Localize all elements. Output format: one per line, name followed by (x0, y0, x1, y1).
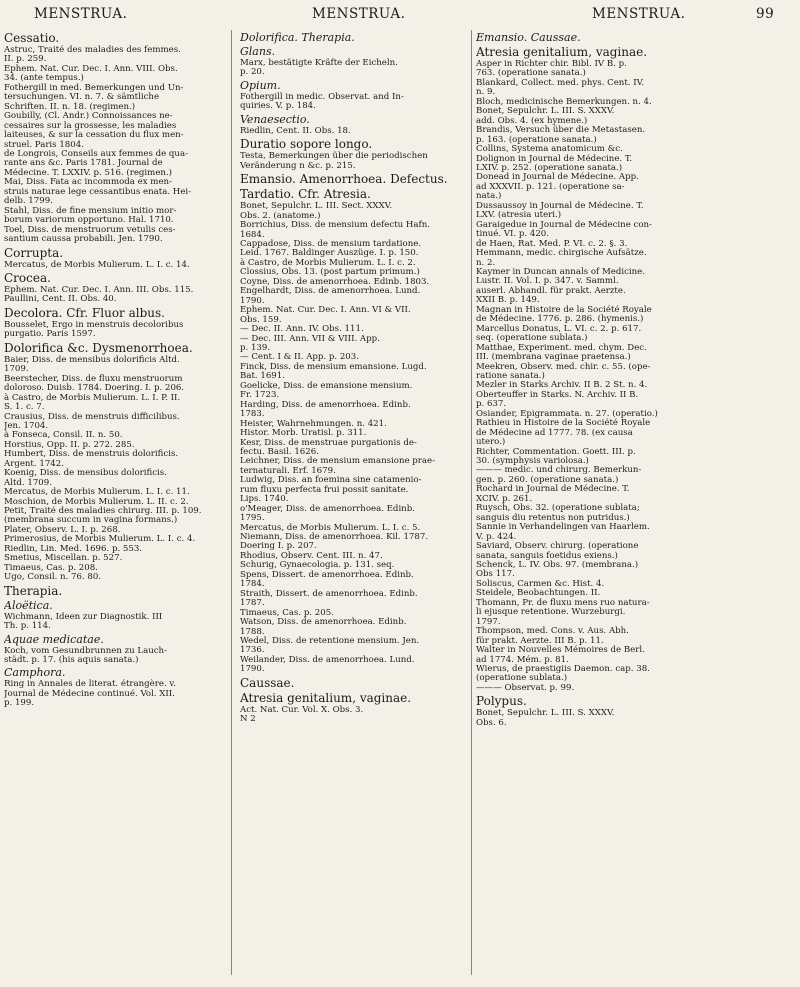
bibliography-line: tinué. VI. p. 420. (476, 229, 549, 240)
bibliography-line: Kesr, Diss. de menstruae purgationis de- (240, 437, 417, 448)
bibliography-line: Act. Nat. Cur. Vol. X. Obs. 3. (240, 704, 364, 715)
subsection-heading: Camphora. (4, 666, 66, 680)
bibliography-line: Rhodius, Observ. Cent. III. n. 47. (240, 550, 383, 561)
running-head (0, 6, 800, 30)
bibliography-line: Timaeus, Cas. p. 208. (4, 562, 98, 573)
bibliography-line: santium caussa probabili. Jen. 1790. (4, 234, 163, 245)
bibliography-line: Clossius, Obs. 13. (post partum primum.) (240, 267, 420, 278)
bibliography-line: Donead in Journal de Médecine. App. (476, 172, 639, 183)
bibliography-line: Riedlin, Lin. Med. 1696. p. 553. (4, 543, 143, 554)
section-heading: Caussae. (240, 675, 295, 690)
bibliography-line: Engelhardt, Diss. de amenorrhoea. Lund. (240, 286, 421, 297)
bibliography-line: laiteuses, & sur la cessation du flux men- (4, 130, 184, 141)
bibliography-line: Heister, Wahrnehmungen. n. 421. (240, 418, 387, 429)
bibliography-line: — Dec. III. Ann. VII & VIII. App. (240, 333, 380, 344)
bibliography-line: à Castro, de Morbis Mulierum. L. I. P. II. (4, 392, 181, 403)
bibliography-line: LXIV. p. 252. (operatione sanata.) (476, 162, 623, 173)
bibliography-line: gen. p. 260. (operatione sanata.) (476, 474, 619, 485)
column-right (476, 30, 788, 980)
bibliography-line: Osiander, Epigrammata. n. 27. (operatio.) (476, 408, 658, 419)
bibliography-line: utero.) (476, 437, 506, 448)
bibliography-line: p. 199. (4, 698, 35, 709)
page-number: 99 (756, 6, 775, 22)
column-divider (471, 30, 472, 975)
bibliography-line: Schenck, L. IV. Obs. 97. (membrana.) (476, 560, 639, 571)
subsection-heading: Venaesectio. (240, 112, 310, 126)
bibliography-line: Wedel, Diss. de retentione mensium. Jen. (240, 636, 420, 647)
bibliography-line: struis naturae lege cessantibus enata. Hei- (4, 186, 192, 197)
bibliography-line: Testa, Bemerkungen über die periodischen (240, 151, 428, 162)
bibliography-line: XCIV. p. 261. (476, 493, 533, 504)
column-middle (240, 30, 468, 980)
bibliography-line: ad 1774. Mém. p. 81. (476, 654, 569, 665)
bibliography-line: nata.) (476, 191, 502, 202)
bibliography-line: Mezler in Starks Archiv. II B. 2 St. n. 4. (476, 380, 648, 391)
bibliography-line: delb. 1799. (4, 196, 53, 207)
bibliography-line: Th. p. 114. (4, 621, 51, 632)
bibliography-line: — Cent. I & II. App. p. 203. (240, 352, 359, 363)
bibliography-line: Astruc, Traité des maladies des femmes. (4, 45, 181, 55)
bibliography-line: borum variorum opportuno. Hal. 1710. (4, 215, 174, 226)
bibliography-line: Stahl, Diss. de fine mensium initio mor- (4, 205, 177, 216)
bibliography-line: sanguis diu retentus non putridus.) (476, 512, 630, 523)
bibliography-line: Marx, bestätigte Kräfte der Eicheln. (240, 58, 398, 68)
bibliography-line: Meekren, Observ. med. chir. c. 55. (ope- (476, 361, 651, 372)
bibliography-line: ad XXXVII. p. 121. (operatione sa- (476, 181, 625, 192)
running-head-middle: MENSTRUA. (312, 6, 406, 22)
bibliography-line: Hemmann, medic. chirgische Aufsätze. (476, 248, 647, 259)
bibliography-line: à Castro, de Morbis Mulierum. L. I. c. 2. (240, 257, 416, 268)
bibliography-line: seq. (operatione sublata.) (476, 333, 588, 344)
section-heading: Atresia genitalium, vaginae. (476, 45, 648, 59)
bibliography-line: Obs 117. (476, 569, 515, 580)
bibliography-line: Ephem. Nat. Cur. Dec. I. Ann. III. Obs. 115. (4, 284, 194, 295)
bibliography-line: Magnan in Histoire de la Société Royale (476, 304, 652, 315)
bibliography-line: o'Meager, Diss. de amenorrhoea. Edinb. (240, 503, 415, 514)
bibliography-line: 1709. (4, 364, 29, 375)
bibliography-line: städt. p. 17. (his aquis sanata.) (4, 655, 139, 666)
bibliography-line: Ugo, Consil. n. 76. 80. (4, 572, 102, 583)
bibliography-line: III. (membrana vaginae praetensa.) (476, 352, 631, 363)
section-heading: Emansio. Amenorrhoea. Defectus. (240, 172, 448, 187)
bibliography-line: p. 637. (476, 399, 507, 410)
bibliography-line: 1790. (240, 295, 265, 306)
bibliography-line: 1784. (240, 579, 265, 590)
bibliography-line: Humbert, Diss. de menstruis dolorificis. (4, 449, 179, 460)
bibliography-line: 1795. (240, 513, 265, 524)
bibliography-line: de Longrois, Conseils aux femmes de qua- (4, 148, 188, 159)
bibliography-line: Lustr. II. Vol. I. p. 347. v. Samml. (476, 276, 619, 287)
column-left (4, 30, 226, 980)
bibliography-line: n. 2. (476, 257, 496, 268)
bibliography-line: Wichmann, Ideen zur Diagnostik. III (4, 611, 163, 622)
bibliography-line: rante ans &c. Paris 1781. Journal de (4, 158, 163, 169)
bibliography-line: Obs. 2. (anatome.) (240, 210, 321, 221)
bibliography-line: purgatio. Paris 1597. (4, 329, 96, 340)
bibliography-line: Walter in Nouvelles Mémoires de Berl. (476, 645, 645, 656)
bibliography-line: LXV. (atresia uteri.) (476, 210, 562, 221)
subsection-heading: Glans. (240, 45, 276, 58)
bibliography-line: ——— Observat. p. 99. (476, 682, 575, 693)
bibliography-line: Mercatus, de Morbis Mulierum. L. I. c. 14. (4, 259, 190, 270)
bibliography-line: 1783. (240, 409, 265, 420)
bibliography-line: 30. (symphysis variolosa.) (476, 456, 589, 467)
bibliography-line: à Fonseca, Consil. II. n. 50. (4, 430, 123, 441)
bibliography-line: II. p. 259. (4, 54, 47, 65)
bibliography-line: Smetius, Miscellan. p. 527. (4, 553, 123, 564)
bibliography-line: Brandis, Versuch über die Metastasen. (476, 125, 646, 136)
bibliography-line: Marcellus Donatus, L. VI. c. 2. p. 617. (476, 323, 642, 334)
section-heading: Decolora. Cfr. Fluor albus. (4, 305, 165, 320)
bibliography-line: Histor. Morb. Uratisl. p. 311. (240, 428, 367, 439)
running-head-right: MENSTRUA. (592, 6, 686, 22)
section-heading: Cessatio. (4, 31, 60, 45)
bibliography-line: Oberteuffer in Starks. N. Archiv. II B. (476, 389, 639, 400)
section-heading: Dolorifica &c. Dysmenorrhoea. (4, 340, 193, 355)
bibliography-line: p. 139. (240, 342, 271, 353)
section-heading: Corrupta. (4, 245, 64, 260)
bibliography-line: Steidele, Beobachtungen. II. (476, 588, 601, 599)
bibliography-line: Paullini, Cent. II. Obs. 40. (4, 294, 117, 305)
bibliography-line: de Médecine. 1776. p. 286. (hymenis.) (476, 314, 644, 325)
bibliography-line: Ludwig, Diss. an foemina sine catamenio- (240, 475, 422, 486)
bibliography-line: 1787. (240, 598, 265, 609)
bibliography-line: Baier, Diss. de mensibus dolorificis Altd. (4, 354, 180, 365)
bibliography-line: Saviard, Observ. chirurg. (operatione (476, 541, 639, 552)
bibliography-line: Moschion, de Morbis Mulierum. L. II. c. 2. (4, 496, 189, 507)
bibliography-line: Rochard in Journal de Médecine. T. (476, 484, 630, 495)
bibliography-line: Garaigedue in Journal de Médecine con- (476, 219, 652, 230)
bibliography-line: Toel, Diss. de menstruorum vetulis ces- (4, 224, 176, 235)
bibliography-line: Coyne, Diss. de amenorrhoea. Edinb. 1803. (240, 276, 430, 287)
bibliography-line: Borrichius, Diss. de mensium defectu Hafn. (240, 220, 430, 231)
bibliography-line: Bat. 1691. (240, 371, 285, 382)
bibliography-line: ——— medic. und chirurg. Bemerkun- (476, 465, 642, 476)
bibliography-line: Finck, Diss. de mensium emansione. Lugd. (240, 361, 427, 372)
bibliography-line: doloroso. Duisb. 1784. Doering. I. p. 206. (4, 383, 185, 394)
bibliography-line: Leid. 1767. Baldinger Auszüge. I. p. 150. (240, 248, 419, 259)
bibliography-line: Médecine. T. LXXIV. p. 516. (regimen.) (4, 167, 173, 178)
bibliography-line: struel. Paris 1804. (4, 139, 84, 150)
bibliography-line: (operatione sublata.) (476, 673, 568, 684)
bibliography-line: Spens, Dissert. de amenorrhoea. Edinb. (240, 569, 414, 580)
bibliography-line: Lips. 1740. (240, 494, 289, 505)
bibliography-line: Obs. 159. (240, 314, 282, 325)
bibliography-line: Goelicke, Diss. de emansione mensium. (240, 380, 413, 391)
bibliography-line: cessaires sur la grossesse, les maladies (4, 120, 177, 131)
bibliography-line: 763. (operatione sanata.) (476, 68, 586, 79)
subsection-heading: Dolorifica. Therapia. (240, 31, 355, 44)
bibliography-line: Cappadose, Diss. de mensium tardatione. (240, 238, 422, 249)
bibliography-line: Primerosius, de Morbis Mulierum. L. I. c. 4. (4, 534, 196, 545)
bibliography-line: (membrana succum in vagina formans.) (4, 515, 178, 526)
bibliography-line: Bloch, medicinische Bemerkungen. n. 4. (476, 96, 652, 107)
bibliography-line: Koch, vom Gesundbrunnen zu Lauch- (4, 645, 167, 656)
bibliography-line: Bonet, Sepulchr. L. III. S. XXXV. (476, 106, 615, 117)
bibliography-line: Mai, Diss. Fata ac incommoda ex men- (4, 177, 172, 188)
bibliography-line: Rathieu in Histoire de la Société Royale (476, 418, 651, 429)
bibliography-line: Mercatus, de Morbis Mulierum. L. I. c. 5. (240, 522, 421, 533)
bibliography-line: Argent. 1742. (4, 458, 64, 469)
bibliography-line: 1790. (240, 664, 265, 675)
bibliography-line: Bonet, Sepulchr. L. III. S. XXXV. (476, 708, 615, 719)
bibliography-line: Ephem. Nat. Cur. Dec. I. Ann. VI & VII. (240, 305, 411, 316)
bibliography-line: Blankard, Collect. med. phys. Cent. IV. (476, 77, 645, 88)
bibliography-line: Doering I. p. 207. (240, 541, 317, 552)
bibliography-line: S. 1. c. 7. (4, 402, 45, 413)
bibliography-line: Dolignon in Journal de Médecine. T. (476, 153, 633, 164)
subsection-heading: Aloëtica. (4, 598, 53, 612)
bibliography-line: Veränderung n &c. p. 215. (240, 160, 356, 171)
bibliography-line: Schurig, Gynaecologia. p. 131. seq. (240, 560, 395, 571)
section-heading: Therapia. (4, 583, 63, 598)
bibliography-line: Ring in Annales de literat. étrangère. v. (4, 679, 176, 690)
bibliography-line: Fothergill in med. Bemerkungen und Un- (4, 82, 184, 93)
bibliography-line: Collins, Systema anatomicum &c. (476, 144, 623, 155)
bibliography-line: Altd. 1709. (4, 477, 52, 488)
column-divider (231, 30, 232, 975)
bibliography-line: 1736. (240, 645, 265, 656)
bibliography-line: Watson, Diss. de amenorrhoea. Edinb. (240, 617, 407, 628)
bibliography-line: 1797. (476, 616, 501, 627)
bibliography-line: Beerstecher, Diss. de fluxu menstruorum (4, 373, 183, 384)
bibliography-line: Mercatus, de Morbis Mulierum. L. I. c. 11. (4, 487, 190, 498)
section-heading: Duratio sopore longo. (240, 137, 373, 152)
bibliography-line: rum fluxu perfecta frui possit sanitate. (240, 484, 409, 495)
bibliography-line: 34. (ante tempus.) (4, 73, 84, 84)
bibliography-line: Harding, Diss. de amenorrhoea. Edinb. (240, 399, 411, 410)
bibliography-line: Petit, Traité des maladies chirurg. III. p. 109. (4, 506, 202, 517)
bibliography-line: V. p. 424. (476, 531, 517, 542)
bibliography-line: Obs. 6. (476, 717, 507, 728)
bibliography-line: Matthae, Experiment. med. chym. Dec. (476, 342, 647, 353)
bibliography-line: Timaeus, Cas. p. 205. (240, 607, 334, 618)
bibliography-line: Journal de Médecine continué. Vol. XII. (4, 688, 175, 699)
bibliography-line: Dussaussoy in Journal de Médecine. T. (476, 200, 644, 211)
bibliography-line: Goubilly, (Cl. Andr.) Connoissances ne- (4, 111, 173, 122)
bibliography-line: Ruysch, Obs. 32. (operatione sublata; (476, 503, 640, 514)
bibliography-line: Fr. 1723. (240, 390, 280, 401)
bibliography-line: de Haen, Rat. Med. P. VI. c. 2. §. 3. (476, 238, 628, 249)
bibliography-line: Leichner, Diss. de mensium emansione prae- (240, 456, 436, 467)
bibliography-line: Koenig, Diss. de mensibus dolorificis. (4, 468, 167, 479)
subsection-heading: Opium. (240, 78, 281, 92)
bibliography-line: Weilander, Diss. de amenorrhoea. Lund. (240, 654, 415, 665)
bibliography-line: Wierus, de praestigiis Daemon. cap. 38. (476, 664, 650, 674)
bibliography-line: p. 163. (operatione sanata.) (476, 134, 597, 145)
bibliography-line: Straith, Dissert. de amenorrhoea. Edinb. (240, 588, 418, 599)
bibliography-line: 1684. (240, 229, 265, 240)
bibliography-line: sanata, sanguis foetidus exiens.) (476, 550, 618, 561)
bibliography-line: p. 20. (240, 67, 265, 78)
bibliography-line: Ephem. Nat. Cur. Dec. I. Ann. VIII. Obs. (4, 63, 178, 74)
running-head-left: MENSTRUA. (34, 6, 128, 22)
bibliography-line: quiries. V. p. 184. (240, 101, 316, 112)
section-heading: Atresia genitalium, vaginae. (240, 690, 412, 705)
bibliography-line: Jen. 1704. (4, 420, 49, 431)
bibliography-line: Fothergill in medic. Observat. and In- (240, 91, 404, 102)
subsection-heading: Aquae medicatae. (4, 632, 104, 646)
section-heading: Crocea. (4, 270, 51, 285)
bibliography-line: Soliscus, Carmen &c. Hist. 4. (476, 578, 605, 589)
bibliography-line: Thompson, med. Cons. v. Aus. Abh. (476, 626, 629, 637)
bibliography-line: tersuchungen. VI. n. 7. & sämtliche (4, 92, 160, 103)
bibliography-line: Schriften. II. n. 18. (regimen.) (4, 101, 136, 112)
bibliography-line: Horstius, Opp. II. p. 272. 285. (4, 439, 135, 450)
bibliography-line: auserl. Abhandl. für prakt. Aerzte. (476, 285, 626, 296)
bibliography-line: fectu. Basil. 1626. (240, 446, 319, 457)
bibliography-line: li ejusque retentione. Wurzeburgi. (476, 607, 626, 618)
bibliography-line: Crausius, Diss. de menstruis difficilibus. (4, 411, 180, 422)
bibliography-line: für prakt. Aerzte. III B. p. 11. (476, 635, 604, 646)
bibliography-line: ratione sanata.) (476, 370, 545, 381)
section-heading: Tardatio. Cfr. Atresia. (240, 187, 371, 202)
bibliography-line: Thomann, Pr. de fluxu mens ruo natura- (476, 597, 650, 608)
bibliography-line: Bonet, Sepulchr. L. III. Sect. XXXV. (240, 201, 393, 212)
bibliography-line: Kaymer in Duncan annals of Medicine. (476, 266, 645, 277)
bibliography-line: Sannie in Verhandelingen van Haarlem. (476, 522, 650, 533)
bibliography-line: Plater, Observ. L. I. p. 268. (4, 524, 121, 535)
bibliography-line: Asper in Richter chir. Bibl. IV B. p. (476, 59, 627, 69)
bibliography-line: n. 9. (476, 87, 496, 98)
bibliography-line: add. Obs. 4. (ex hymene.) (476, 115, 588, 126)
bibliography-line: N 2 (240, 714, 256, 725)
bibliography-line: Niemann, Diss. de amenorrhoea. Kil. 1787. (240, 532, 429, 543)
bibliography-line: XXII B. p. 149. (476, 295, 540, 306)
bibliography-line: — Dec. II. Ann. IV. Obs. 111. (240, 324, 364, 335)
subsection-heading: Emansio. Caussae. (476, 31, 581, 44)
bibliography-line: Bousselet, Ergo in menstruis decoloribus (4, 319, 184, 330)
section-heading: Polypus. (476, 694, 527, 709)
bibliography-line: de Médecine ad 1777. 78. (ex causa (476, 427, 633, 438)
bibliography-line: 1788. (240, 626, 265, 637)
bibliography-line: ternaturali. Erf. 1679. (240, 465, 336, 476)
bibliography-line: Riedlin, Cent. II. Obs. 18. (240, 125, 351, 136)
bibliography-line: Richter, Commentation. Goett. III. p. (476, 446, 636, 457)
